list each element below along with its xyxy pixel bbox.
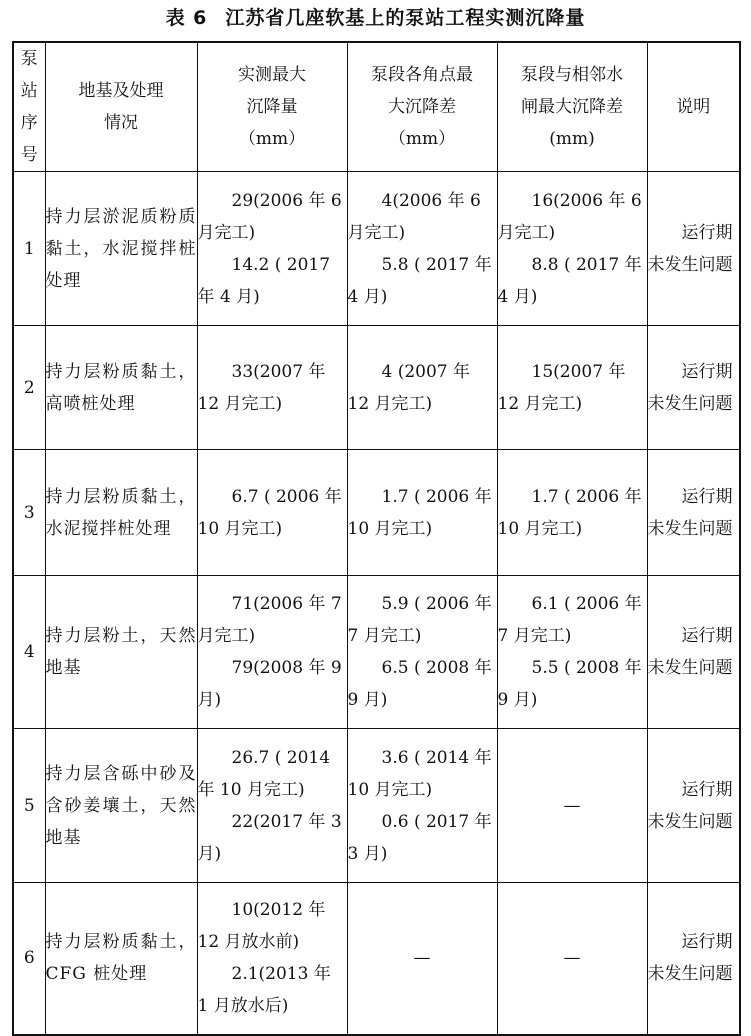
corner-diff-cell	[347, 450, 497, 576]
table-title: 江苏省几座软基上的泵站工程实测沉降量	[225, 7, 586, 29]
value-entry: 1.7 ( 2006 年 10 月完工)	[347, 486, 492, 539]
note-cell: 运行期未发生问题	[647, 172, 740, 326]
corner-diff-cell	[347, 326, 497, 450]
header-max-settlement: 实测最大沉降量（mm）	[197, 42, 347, 172]
header-foundation: 地基及处理情况	[45, 42, 197, 172]
row-index: 1	[13, 172, 45, 326]
row-index: 2	[13, 326, 45, 450]
corner-diff-cell: —	[347, 883, 497, 1035]
value-entry: 3.6 ( 2014 年 10 月完工)	[347, 747, 492, 800]
value-entry: 79(2008 年 9 月)	[197, 658, 342, 710]
sluice-diff-cell	[497, 172, 647, 326]
table-caption	[0, 0, 751, 40]
row-index: 6	[13, 883, 45, 1035]
value-entry: 2.1(2013 年 1 月放水后)	[197, 964, 331, 1017]
value-entry: 33(2007 年 12 月完工)	[197, 361, 326, 414]
settlement-table	[12, 41, 741, 1036]
table-row	[13, 450, 740, 576]
max-settlement-cell	[197, 326, 347, 450]
foundation-cell: 持力层粉质黏土，高喷桩处理	[45, 326, 197, 450]
value-entry: 6.1 ( 2006 年 7 月完工)	[497, 594, 642, 646]
header-row	[13, 42, 740, 172]
header-sluice-difference: 泵段与相邻水闸最大沉降差(mm)	[497, 42, 647, 172]
value-entry: 26.7 ( 2014 年 10 月完工)	[197, 747, 331, 800]
foundation-cell: 持力层含砾中砂及含砂姜壤土，天然地基	[45, 729, 197, 883]
value-entry: 8.8 ( 2017 年 4 月)	[497, 254, 642, 307]
note-cell: 运行期未发生问题	[647, 576, 740, 729]
foundation-cell: 持力层粉质黏土，水泥搅拌桩处理	[45, 450, 197, 576]
sluice-diff-cell: —	[497, 729, 647, 883]
note-cell: 运行期未发生问题	[647, 729, 740, 883]
header-char: 泵	[20, 49, 38, 69]
sluice-diff-cell	[497, 450, 647, 576]
header-station-number	[13, 42, 45, 172]
max-settlement-cell	[197, 883, 347, 1035]
foundation-cell: 持力层淤泥质粉质黏土，水泥搅拌桩处理	[45, 172, 197, 326]
value-entry: 5.5 ( 2008 年 9 月)	[497, 658, 642, 710]
value-entry: 5.9 ( 2006 年 7 月完工)	[347, 594, 492, 646]
corner-diff-cell	[347, 576, 497, 729]
value-entry: 6.5 ( 2008 年 9 月)	[347, 658, 492, 710]
value-entry: 6.7 ( 2006 年 10 月完工)	[197, 486, 342, 539]
row-index: 5	[13, 729, 45, 883]
sluice-diff-cell	[497, 576, 647, 729]
header-note: 说明	[647, 42, 740, 172]
sluice-diff-cell	[497, 326, 647, 450]
value-entry: 10(2012 年 12 月放水前)	[197, 900, 326, 953]
table-row	[13, 883, 740, 1035]
foundation-cell: 持力层粉土，天然地基	[45, 576, 197, 729]
table-row	[13, 326, 740, 450]
value-entry: 14.2 ( 2017 年 4 月)	[197, 254, 331, 307]
value-entry: 0.6 ( 2017 年 3 月)	[347, 811, 492, 864]
table-number: 表 6	[165, 7, 208, 29]
note-cell: 运行期未发生问题	[647, 450, 740, 576]
sluice-diff-cell: —	[497, 883, 647, 1035]
row-index: 3	[13, 450, 45, 576]
value-entry: 22(2017 年 3 月)	[197, 811, 342, 864]
max-settlement-cell	[197, 576, 347, 729]
table-row	[13, 172, 740, 326]
note-cell: 运行期未发生问题	[647, 883, 740, 1035]
table-row	[13, 729, 740, 883]
header-char: 站	[20, 81, 38, 101]
value-entry: 4 (2007 年 12 月完工)	[347, 361, 471, 414]
note-cell: 运行期未发生问题	[647, 326, 740, 450]
foundation-cell: 持力层粉质黏土，CFG 桩处理	[45, 883, 197, 1035]
corner-diff-cell	[347, 172, 497, 326]
value-entry: 29(2006 年 6 月完工)	[197, 190, 342, 243]
value-entry: 15(2007 年 12 月完工)	[497, 361, 626, 414]
row-index: 4	[13, 576, 45, 729]
value-entry: 16(2006 年 6 月完工)	[497, 190, 642, 243]
corner-diff-cell	[347, 729, 497, 883]
header-corner-difference: 泵段各角点最大沉降差（mm）	[347, 42, 497, 172]
header-char: 号	[20, 145, 38, 165]
header-char: 序	[20, 113, 38, 133]
max-settlement-cell	[197, 729, 347, 883]
table-row	[13, 576, 740, 729]
value-entry: 4(2006 年 6 月完工)	[347, 190, 481, 243]
max-settlement-cell	[197, 450, 347, 576]
max-settlement-cell	[197, 172, 347, 326]
value-entry: 1.7 ( 2006 年 10 月完工)	[497, 486, 642, 539]
value-entry: 71(2006 年 7 月完工)	[197, 594, 342, 646]
value-entry: 5.8 ( 2017 年 4 月)	[347, 254, 492, 307]
